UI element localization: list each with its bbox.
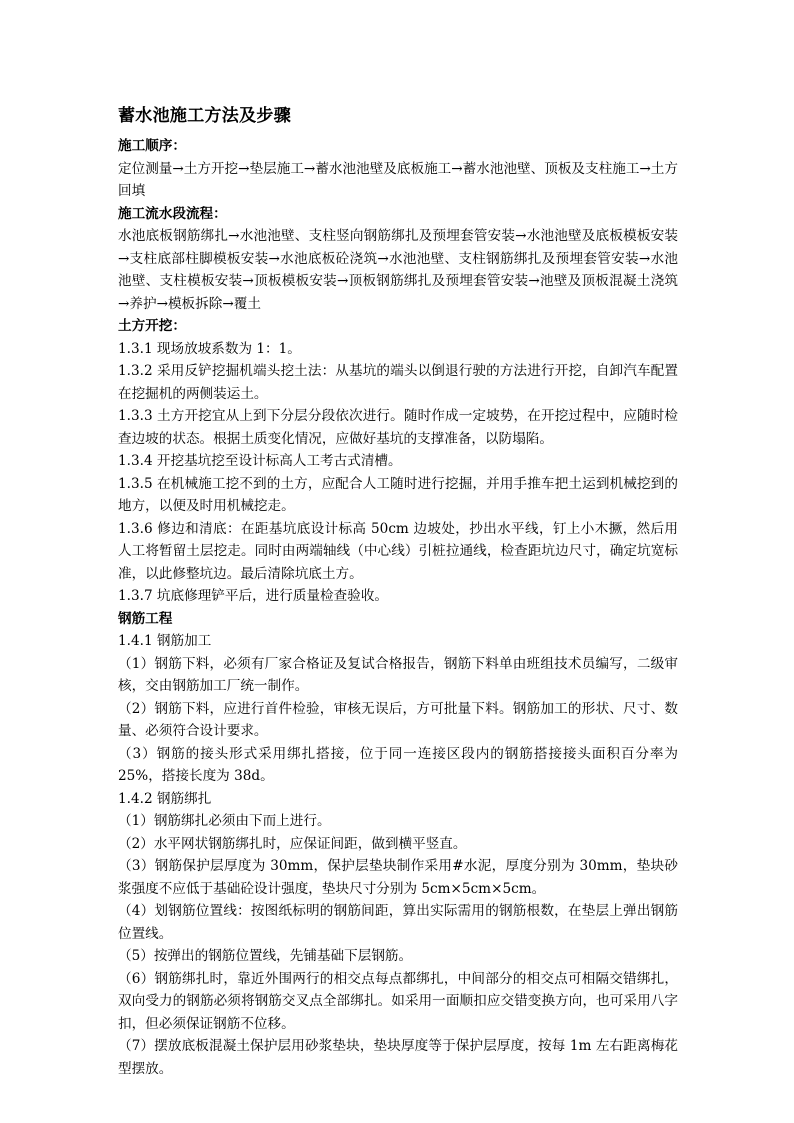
flow-text: 水池底板钢筋绑扎→水池池壁、支柱竖向钢筋绑扎及预埋套管安装→水池池壁及底板模板安装→支柱底部柱脚模板安装→水池底板砼浇筑→水池池壁、支柱钢筋绑扎及预埋套管安装→水池池壁、支柱模板安装→顶板模板安装→顶板钢筋绑扎及预埋套管安装→池壁及顶板混凝土浇筑→养护→模板拆除→覆土 bbox=[118, 228, 678, 312]
rebar-processing-item: （3）钢筋的接头形式采用绑扎搭接，位于同一连接区段内的钢筋搭接接头面积百分率为 25%，搭接长度为 38d。 bbox=[118, 745, 678, 784]
rebar-binding-item: （6）钢筋绑扎时，靠近外围两行的相交点每点都绑扎，中间部分的相交点可相隔交错绑扎，双向受力的钢筋必须将钢筋交叉点全部绑扎。如采用一面顺扣应交错变换方向，也可采用八字扣，但必须保证钢筋不位移。 bbox=[118, 970, 678, 1032]
rebar-heading: 钢筋工程 bbox=[118, 610, 173, 627]
document-title: 蓄水池施工方法及步骤 bbox=[118, 106, 291, 126]
rebar-binding-item: （7）摆放底板混凝土保护层用砂浆垫块，垫块厚度等于保护层厚度，按每 1m 左右距离梅花型摆放。 bbox=[118, 1038, 678, 1077]
sequence-heading: 施工顺序： bbox=[118, 138, 186, 154]
rebar-binding-item: （3）钢筋保护层厚度为 30mm，保护层垫块制作采用#水泥，厚度分别为 30mm，垫块砂浆强度不应低于基础砼设计强度，垫块尺寸分别为 5cm×5cm×5cm。 bbox=[118, 858, 678, 897]
rebar-binding-item: （4）划钢筋位置线：按图纸标明的钢筋间距，算出实际需用的钢筋根数，在垫层上弹出钢筋位置线。 bbox=[118, 903, 678, 942]
document-body bbox=[118, 103, 678, 1080]
rebar-processing-item: （1）钢筋下料，必须有厂家合格证及复试合格报告，钢筋下料单由班组技术员编写，二级审核，交由钢筋加工厂统一制作。 bbox=[118, 655, 678, 694]
earthwork-item: 1.3.4 开挖基坑挖至设计标高人工考古式清槽。 bbox=[118, 453, 402, 469]
rebar-processing-item: （2）钢筋下料，应进行首件检验，审核无误后，方可批量下料。钢筋加工的形状、尺寸、数量、必须符合设计要求。 bbox=[118, 700, 678, 739]
earthwork-heading: 土方开挖： bbox=[118, 318, 186, 334]
earthwork-item: 1.3.3 土方开挖宜从上到下分层分段依次进行。随时作成一定坡势，在开挖过程中，应随时检查边坡的状态。根据土质变化情况，应做好基坑的支撑准备，以防塌陷。 bbox=[118, 408, 678, 447]
flow-heading: 施工流水段流程： bbox=[118, 205, 227, 222]
rebar-binding-item: （5）按弹出的钢筋位置线，先铺基础下层钢筋。 bbox=[118, 948, 413, 964]
sequence-text: 定位测量→土方开挖→垫层施工→蓄水池池壁及底板施工→蓄水池池壁、顶板及支柱施工→土方回填 bbox=[118, 160, 678, 199]
earthwork-item: 1.3.1 现场放坡系数为 1：1。 bbox=[118, 340, 301, 357]
earthwork-item: 1.3.6 修边和清底：在距基坑底设计标高 50cm 边坡处，抄出水平线，钉上小木撅，然后用人工将暂留土层挖走。同时由两端轴线（中心线）引桩拉通线，检查距坑边尺寸，确定坑宽标准，以此修整坑边。最后清除坑底土方。 bbox=[118, 520, 678, 582]
earthwork-item: 1.3.2 采用反铲挖掘机端头挖土法：从基坑的端头以倒退行驶的方法进行开挖，自卸汽车配置在挖掘机的两侧装运土。 bbox=[118, 363, 678, 402]
rebar-binding-item: （2）水平网状钢筋绑扎时，应保证间距，做到横平竖直。 bbox=[118, 835, 467, 852]
earthwork-item: 1.3.7 坑底修理铲平后，进行质量检查验收。 bbox=[118, 588, 389, 604]
rebar-binding-item: （1）钢筋绑扎必须由下而上进行。 bbox=[118, 813, 331, 829]
earthwork-item: 1.3.5 在机械施工挖不到的土方，应配合人工随时进行挖掘，并用手推车把土运到机械挖到的地方，以便及时用机械挖走。 bbox=[118, 475, 678, 514]
rebar-processing-subheading: 1.4.1 钢筋加工 bbox=[118, 633, 212, 649]
rebar-binding-subheading: 1.4.2 钢筋绑扎 bbox=[118, 790, 212, 807]
